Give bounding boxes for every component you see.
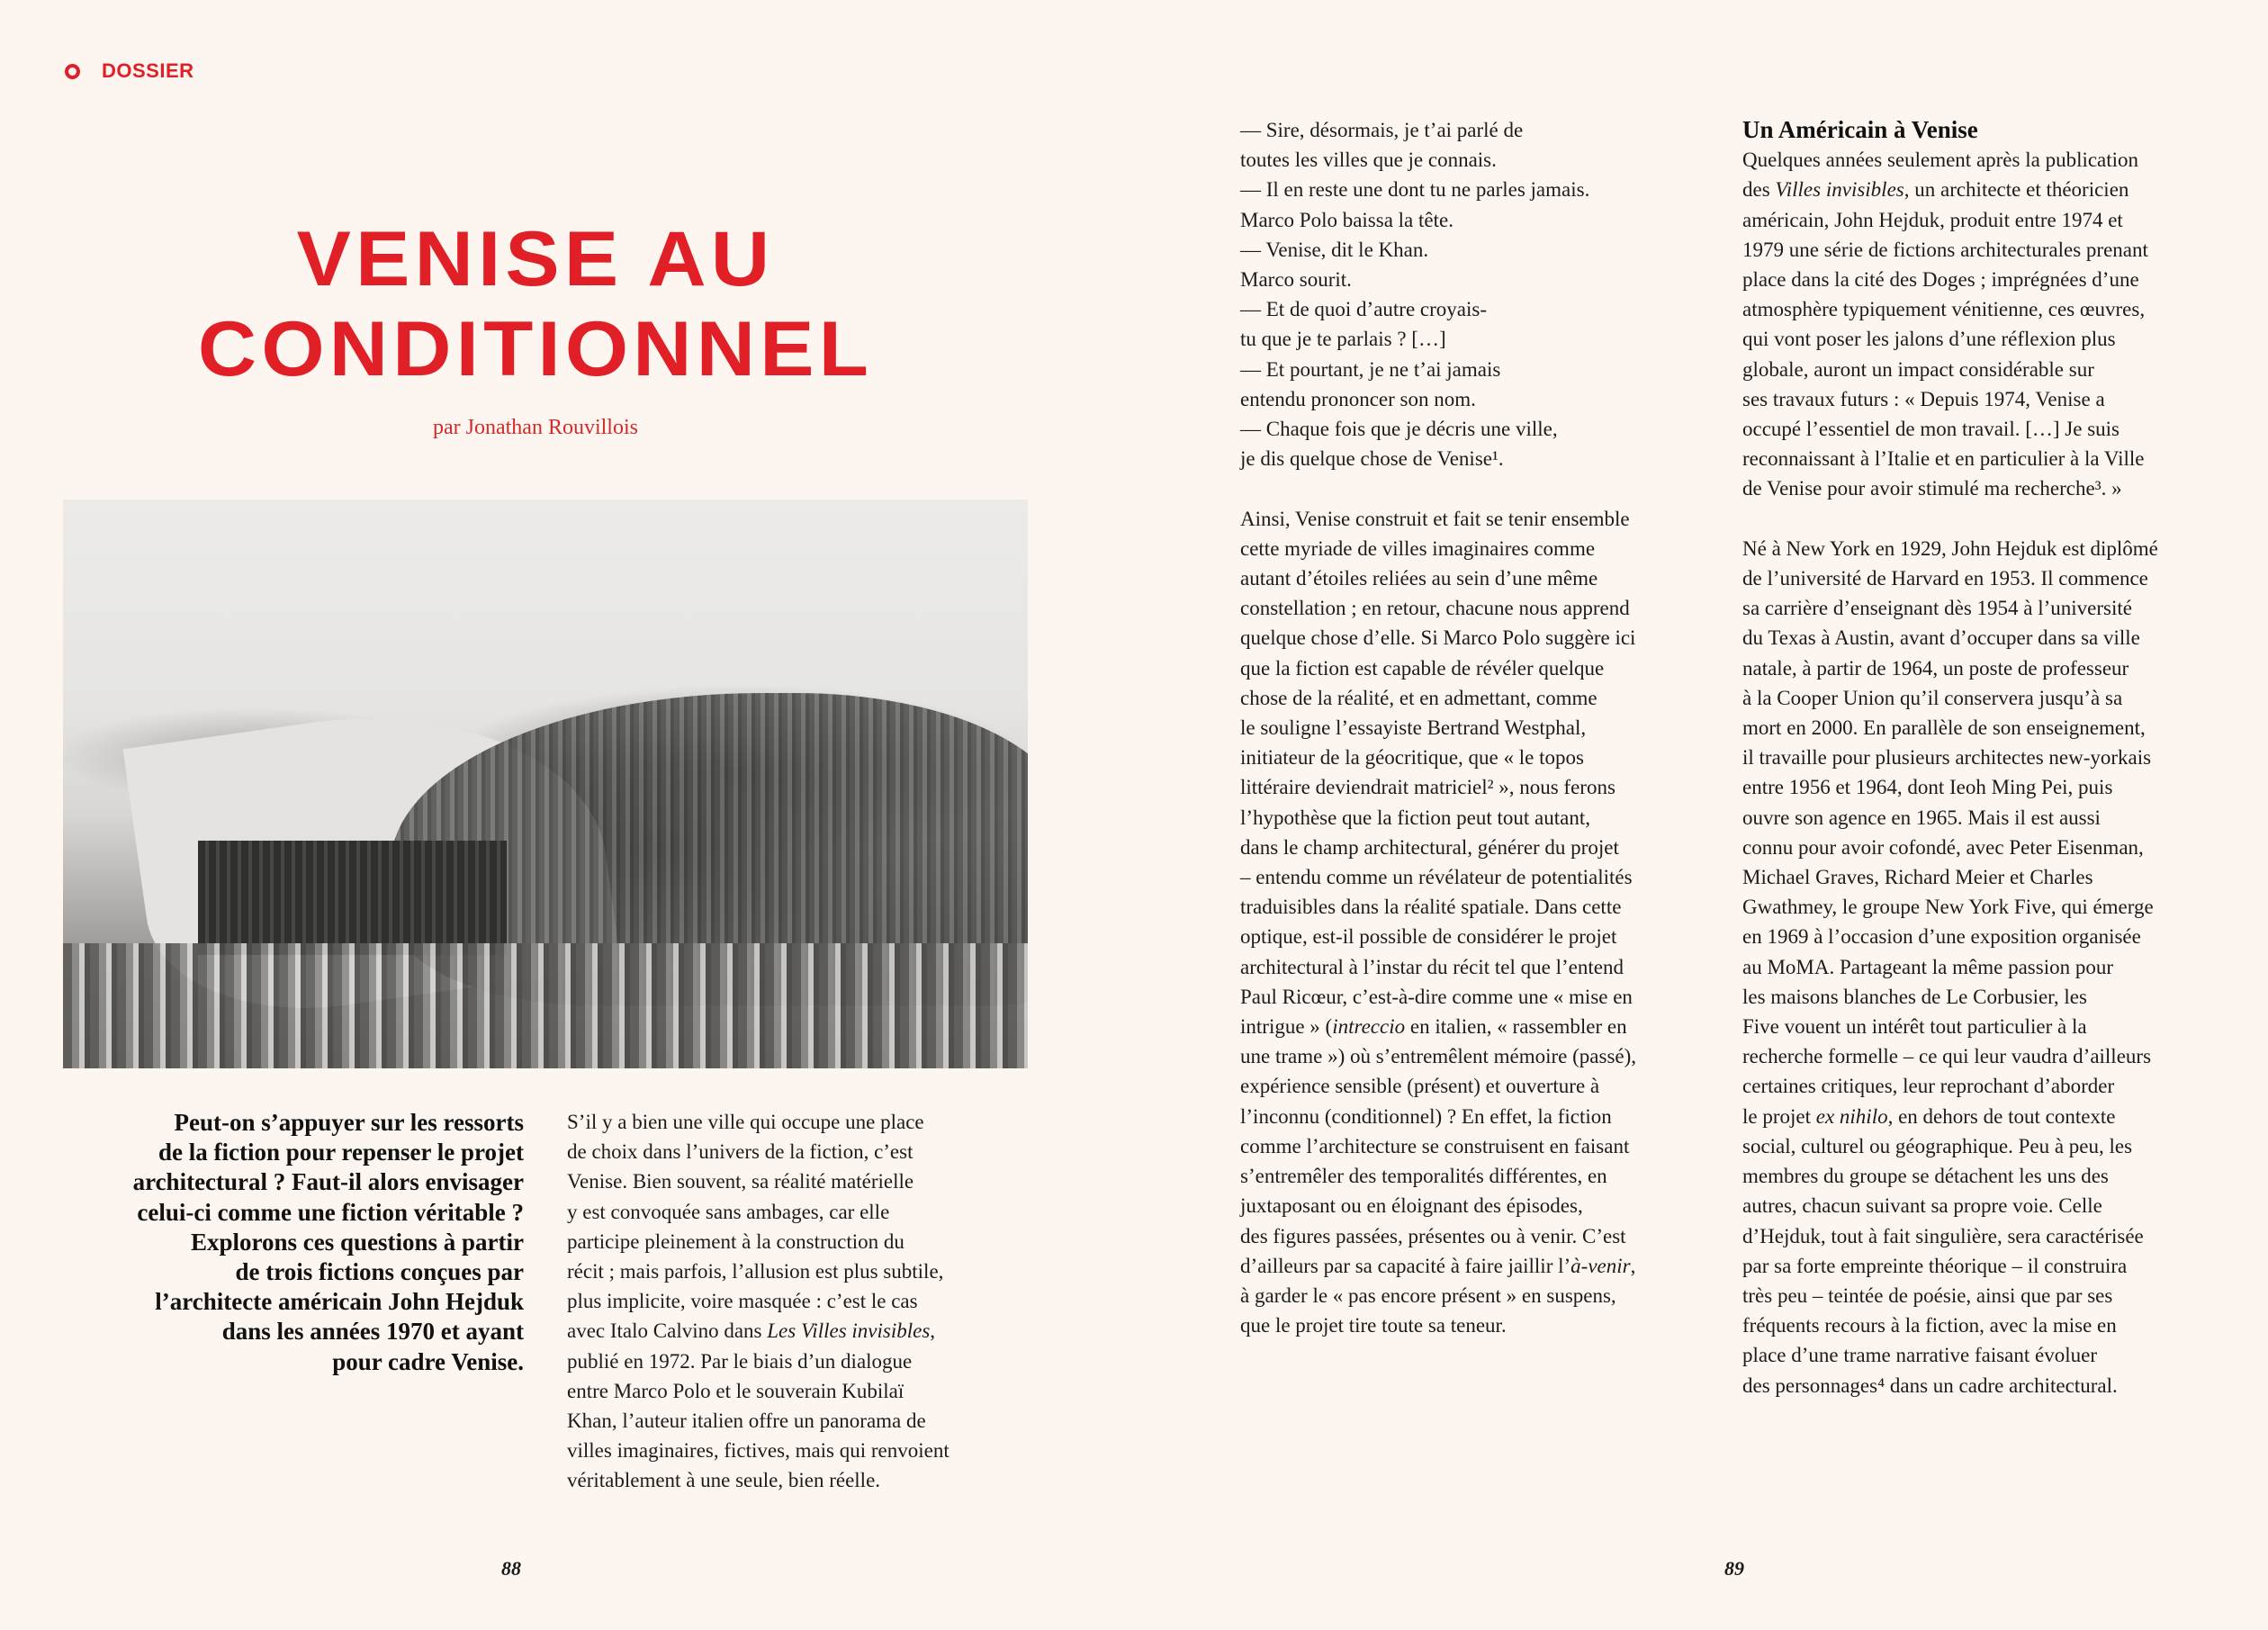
text-line: fréquents recours à la fiction, avec la mise en bbox=[1742, 1314, 2117, 1337]
text-line: traduisibles dans la réalité spatiale. Dans cette bbox=[1240, 896, 1622, 919]
text-fragment: le projet bbox=[1742, 1104, 1816, 1128]
paragraph-gap bbox=[1742, 504, 2210, 534]
lead-line: dans les années 1970 et ayant bbox=[221, 1318, 524, 1346]
text-line: d’Hejduk, tout à fait singulière, sera caractérisée bbox=[1742, 1224, 2144, 1247]
text-line: qui vont poser les jalons d’une réflexion plus bbox=[1742, 328, 2116, 351]
dialogue-line: Marco sourit. bbox=[1240, 268, 1352, 292]
text-line: de l’université de Harvard en 1953. Il commence bbox=[1742, 567, 2148, 590]
text-line: S’il y a bien une ville qui occupe une place bbox=[567, 1111, 924, 1133]
text-line: Venise. Bien souvent, sa réalité matérielle bbox=[567, 1170, 914, 1193]
text-fragment: intrigue » ( bbox=[1240, 1015, 1333, 1039]
text-line: comme l’architecture se construisent en faisant bbox=[1240, 1134, 1630, 1157]
text-line: que la fiction est capable de révéler quelque bbox=[1240, 656, 1605, 680]
paragraph bbox=[1240, 504, 1708, 1341]
text-fragment: d’ailleurs par sa capacité à faire jaillir l’ bbox=[1240, 1254, 1571, 1277]
text-line: Paul Ricœur, c’est-à-dire comme une « mise en bbox=[1240, 985, 1633, 1008]
text-line: Khan, l’auteur italien offre un panorama de bbox=[567, 1409, 926, 1433]
lead-line: l’architecte américain John Hejduk bbox=[155, 1288, 524, 1316]
text-line: Ainsi, Venise construit et fait se tenir ensemble bbox=[1240, 507, 1630, 530]
text-line: place dans la cité des Doges ; imprégnées d’une bbox=[1742, 268, 2139, 292]
italic-term: intreccio bbox=[1332, 1015, 1406, 1039]
text-line: américain, John Hejduk, produit entre 1974 et bbox=[1742, 208, 2123, 231]
text-line: au MoMA. Partageant la même passion pour bbox=[1742, 955, 2113, 978]
lead-line: de la fiction pour repenser le projet bbox=[158, 1139, 524, 1166]
text-line: reconnaissant à l’Italie et en particulier à la Ville bbox=[1742, 447, 2145, 471]
text-line bbox=[1742, 175, 2210, 204]
text-line: natale, à partir de 1964, un poste de professeur bbox=[1742, 656, 2129, 680]
text-line: que le projet tire toute sa teneur. bbox=[1240, 1314, 1507, 1337]
dialogue-line: toutes les villes que je connais. bbox=[1240, 149, 1497, 172]
text-line: initiateur de la géocritique, que « le topos bbox=[1240, 746, 1584, 770]
text-line: Five vouent un intérêt tout particulier à la bbox=[1742, 1015, 2087, 1039]
dialogue-line: — Chaque fois que je décris une ville, bbox=[1240, 418, 1558, 441]
text-line: occupé l’essentiel de mon travail. […] Je suis bbox=[1742, 418, 2120, 441]
text-fragment: en italien, « rassembler en bbox=[1405, 1015, 1627, 1039]
ring-bullet-icon bbox=[65, 64, 80, 79]
dialogue-line: — Il en reste une dont tu ne parles jamais. bbox=[1240, 178, 1590, 202]
text-line: publié en 1972. Par le biais d’un dialogue bbox=[567, 1349, 913, 1373]
text-line: optique, est-il possible de considérer le projet bbox=[1240, 925, 1617, 949]
lead-line: celui-ci comme une fiction véritable ? bbox=[137, 1198, 524, 1226]
text-fragment: , bbox=[1630, 1254, 1636, 1277]
text-line: le souligne l’essayiste Bertrand Westphal, bbox=[1240, 716, 1587, 740]
text-line: du Texas à Austin, avant d’occuper dans sa ville bbox=[1742, 626, 2140, 650]
section-tag bbox=[65, 59, 194, 83]
section-label: DOSSIER bbox=[102, 59, 194, 82]
text-line: l’inconnu (conditionnel) ? En effet, la fiction bbox=[1240, 1104, 1612, 1128]
text-fragment: des bbox=[1742, 178, 1776, 202]
lead-line: de trois fictions conçues par bbox=[235, 1258, 524, 1286]
lead-paragraph bbox=[63, 1108, 524, 1377]
text-line: Gwathmey, le groupe New York Five, qui émerge bbox=[1742, 896, 2154, 919]
text-line: autant d’étoiles reliées au sein d’une même bbox=[1240, 567, 1598, 590]
text-line: Michael Graves, Richard Meier et Charles bbox=[1742, 866, 2093, 889]
text-line: des figures passées, présentes ou à venir. C’est bbox=[1240, 1224, 1626, 1247]
text-line: plus implicite, voire masquée : c’est le cas bbox=[567, 1290, 918, 1313]
text-line: 1979 une série de fictions architecturales prenant bbox=[1742, 238, 2148, 261]
text-line: entre 1956 et 1964, dont Ieoh Ming Pei, puis bbox=[1742, 776, 2113, 799]
dialogue-quote bbox=[1240, 115, 1708, 473]
text-line: de Venise pour avoir stimulé ma recherche³. » bbox=[1742, 477, 2122, 500]
text-line: récit ; mais parfois, l’allusion est plus subtile, bbox=[567, 1260, 944, 1283]
body-column-2 bbox=[1240, 115, 1708, 1340]
text-line: littéraire deviendrait matriciel² », nous ferons bbox=[1240, 776, 1616, 799]
lead-line: Explorons ces questions à partir bbox=[190, 1228, 524, 1256]
text-line: l’hypothèse que la fiction peut tout autant, bbox=[1240, 806, 1590, 829]
text-line: très peu – teintée de poésie, ainsi que par ses bbox=[1742, 1283, 2113, 1307]
lead-line: architectural ? Faut-il alors envisager bbox=[132, 1168, 524, 1196]
venice-aerial-photo bbox=[63, 500, 1028, 1068]
text-line bbox=[567, 1316, 1017, 1346]
italic-term: ex nihilo bbox=[1815, 1104, 1888, 1128]
text-line: autres, chacun suivant sa propre voie. Celle bbox=[1742, 1194, 2102, 1218]
text-line: il travaille pour plusieurs architectes new-yorkais bbox=[1742, 746, 2152, 770]
page-number-right: 89 bbox=[1724, 1557, 1744, 1580]
dialogue-line: tu que je te parlais ? […] bbox=[1240, 328, 1446, 351]
text-line: expérience sensible (présent) et ouverture à bbox=[1240, 1075, 1600, 1098]
text-line: les maisons blanches de Le Corbusier, les bbox=[1742, 985, 2087, 1008]
text-line: certaines critiques, leur reprochant d’aborder bbox=[1742, 1075, 2115, 1098]
text-line: constellation ; en retour, chacune nous apprend bbox=[1240, 597, 1630, 620]
text-line: ses travaux futurs : « Depuis 1974, Venise a bbox=[1742, 387, 2105, 410]
text-line: globale, auront un impact considérable sur bbox=[1742, 357, 2094, 381]
dialogue-line: Marco Polo baissa la tête. bbox=[1240, 208, 1454, 231]
text-line: place d’une trame narrative faisant évoluer bbox=[1742, 1344, 2097, 1367]
text-line bbox=[1240, 1012, 1708, 1041]
text-line: une trame ») où s’entremêlent mémoire (passé), bbox=[1240, 1045, 1637, 1068]
text-line: quelque chose d’elle. Si Marco Polo suggère ici bbox=[1240, 626, 1636, 650]
text-line: par sa forte empreinte théorique – il construira bbox=[1742, 1254, 2128, 1277]
text-line: cette myriade de villes imaginaires comme bbox=[1240, 536, 1596, 560]
text-line bbox=[1240, 1251, 1708, 1281]
photo-warehouses bbox=[198, 841, 507, 954]
text-line: de choix dans l’univers de la fiction, c’est bbox=[567, 1140, 914, 1164]
text-line: participe pleinement à la construction du bbox=[567, 1229, 904, 1253]
text-line: chose de la réalité, et en admettant, comme bbox=[1240, 686, 1598, 709]
title-line: CONDITIONNEL bbox=[197, 306, 874, 392]
lead-line: Peut-on s’appuyer sur les ressorts bbox=[174, 1109, 524, 1136]
text-line: Né à New York en 1929, John Hejduk est diplômé bbox=[1742, 536, 2158, 560]
text-line: mort en 2000. En parallèle de son enseignement, bbox=[1742, 716, 2146, 740]
paragraph bbox=[1742, 145, 2210, 503]
text-line: s’entremêler des temporalités différentes, en bbox=[1240, 1165, 1607, 1188]
text-line: à la Cooper Union qu’il conservera jusqu’à sa bbox=[1742, 686, 2123, 709]
title-line: VENISE AU bbox=[296, 216, 775, 302]
text-line: Quelques années seulement après la publication bbox=[1742, 149, 2139, 172]
text-fragment: avec Italo Calvino dans bbox=[567, 1319, 768, 1343]
text-line: en 1969 à l’occasion d’une exposition organisée bbox=[1742, 925, 2141, 949]
italic-term: à-venir bbox=[1570, 1254, 1631, 1277]
text-line: – entendu comme un révélateur de potentialités bbox=[1240, 866, 1633, 889]
text-line: connu pour avoir cofondé, avec Peter Eisenman, bbox=[1742, 835, 2144, 859]
text-line: villes imaginaires, fictives, mais qui renvoient bbox=[567, 1439, 950, 1463]
text-line: entre Marco Polo et le souverain Kubilaï bbox=[567, 1379, 904, 1402]
dialogue-line: — Et pourtant, je ne t’ai jamais bbox=[1240, 357, 1501, 381]
article-title bbox=[40, 214, 1032, 394]
text-line: atmosphère typiquement vénitienne, ces œuvres, bbox=[1742, 298, 2146, 321]
text-line: véritablement à une seule, bien réelle. bbox=[567, 1469, 881, 1492]
text-line bbox=[1742, 1102, 2210, 1131]
byline: par Jonathan Rouvillois bbox=[433, 416, 638, 439]
body-column-1 bbox=[567, 1107, 1017, 1496]
text-line: ouvre son agence en 1965. Mais il est aussi bbox=[1742, 806, 2101, 829]
text-fragment: , un architecte et théoricien bbox=[1904, 178, 2129, 202]
text-line: des personnages⁴ dans un cadre architectural. bbox=[1742, 1373, 2118, 1397]
dialogue-line: entendu prononcer son nom. bbox=[1240, 387, 1476, 410]
dialogue-line: — Sire, désormais, je t’ai parlé de bbox=[1240, 119, 1524, 141]
dialogue-line: — Et de quoi d’autre croyais- bbox=[1240, 298, 1487, 321]
section-subheading: Un Américain à Venise bbox=[1742, 116, 1978, 143]
photo-foreground bbox=[63, 943, 1028, 1068]
text-fragment: , bbox=[930, 1319, 936, 1343]
text-fragment: , en dehors de tout contexte bbox=[1887, 1104, 2116, 1128]
text-line: juxtaposant ou en éloignant des épisodes, bbox=[1240, 1194, 1583, 1218]
paragraph-gap bbox=[1240, 473, 1708, 503]
book-title: Les Villes invisibles bbox=[767, 1319, 931, 1343]
text-line: à garder le « pas encore présent » en suspens, bbox=[1240, 1283, 1616, 1307]
text-line: membres du groupe se détachent les uns des bbox=[1742, 1165, 2109, 1188]
text-line: social, culturel ou géographique. Peu à peu, les bbox=[1742, 1134, 2133, 1157]
text-line: y est convoquée sans ambages, car elle bbox=[567, 1200, 890, 1223]
text-line: architectural à l’instar du récit tel que l’entend bbox=[1240, 955, 1624, 978]
dialogue-line: je dis quelque chose de Venise¹. bbox=[1240, 447, 1504, 471]
lead-line: pour cadre Venise. bbox=[332, 1347, 524, 1375]
dialogue-line: — Venise, dit le Khan. bbox=[1240, 238, 1429, 261]
page-number-left: 88 bbox=[501, 1557, 521, 1580]
text-line: sa carrière d’enseignant dès 1954 à l’université bbox=[1742, 597, 2132, 620]
body-column-3 bbox=[1742, 115, 2210, 1400]
text-line: dans le champ architectural, générer du projet bbox=[1240, 835, 1619, 859]
text-line: recherche formelle – ce qui leur vaudra d’ailleurs bbox=[1742, 1045, 2152, 1068]
paragraph bbox=[1742, 534, 2210, 1400]
book-title: Villes invisibles bbox=[1775, 178, 1904, 202]
